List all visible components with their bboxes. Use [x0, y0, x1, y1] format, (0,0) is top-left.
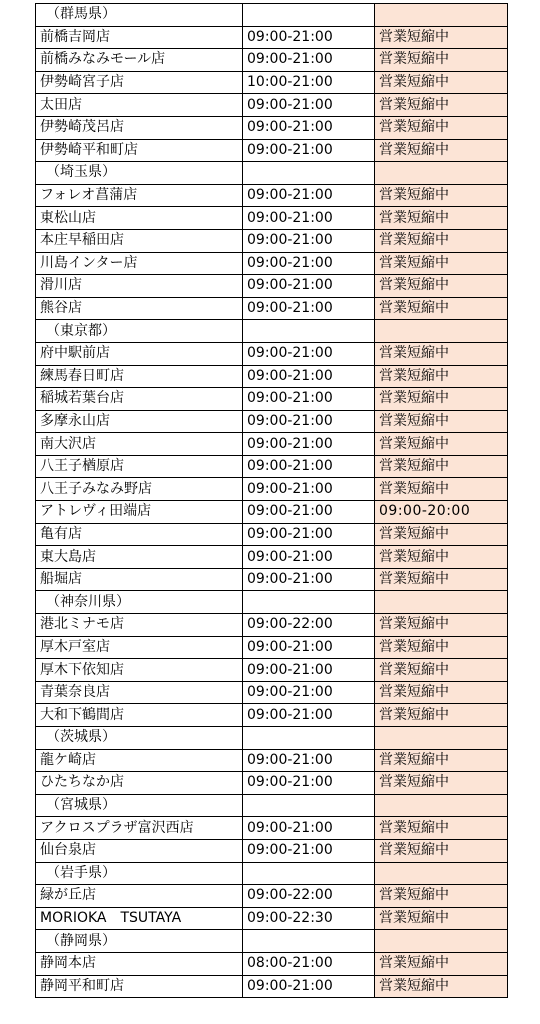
store-name-cell: 龍ケ崎店 [36, 749, 243, 772]
hours-cell: 09:00-21:00 [243, 275, 375, 298]
table-row [36, 94, 508, 117]
status-cell: 営業短縮中 [375, 49, 508, 72]
table-row [36, 71, 508, 94]
region-header-row [36, 930, 508, 953]
table-row [36, 772, 508, 795]
region-header-row [36, 862, 508, 885]
status-cell [375, 727, 508, 750]
status-cell: 営業短縮中 [375, 410, 508, 433]
hours-cell: 09:00-21:00 [243, 26, 375, 49]
status-cell [375, 320, 508, 343]
status-cell: 営業短縮中 [375, 275, 508, 298]
hours-cell: 09:00-21:00 [243, 659, 375, 682]
store-name-cell: 静岡本店 [36, 952, 243, 975]
store-name-cell: 練馬春日町店 [36, 365, 243, 388]
region-header-row [36, 794, 508, 817]
store-name-cell: 厚木下依知店 [36, 659, 243, 682]
table-row [36, 749, 508, 772]
store-name-cell: 船堀店 [36, 568, 243, 591]
table-row [36, 49, 508, 72]
store-name-cell: （群馬県） [36, 4, 243, 27]
hours-cell [243, 727, 375, 750]
store-name-cell: アトレヴィ田端店 [36, 501, 243, 524]
store-name-cell: 太田店 [36, 94, 243, 117]
hours-cell [243, 930, 375, 953]
status-cell: 営業短縮中 [375, 975, 508, 998]
table-row [36, 342, 508, 365]
status-cell [375, 591, 508, 614]
table-row [36, 275, 508, 298]
hours-cell: 09:00-21:00 [243, 704, 375, 727]
hours-cell [243, 862, 375, 885]
status-cell: 営業短縮中 [375, 681, 508, 704]
status-cell: 営業短縮中 [375, 907, 508, 930]
status-cell: 営業短縮中 [375, 139, 508, 162]
status-cell: 営業短縮中 [375, 636, 508, 659]
hours-cell: 09:00-21:00 [243, 568, 375, 591]
store-name-cell: 静岡平和町店 [36, 975, 243, 998]
table-row [36, 410, 508, 433]
store-name-cell: 伊勢崎宮子店 [36, 71, 243, 94]
hours-cell [243, 320, 375, 343]
store-name-cell: MORIOKA TSUTAYA [36, 907, 243, 930]
hours-cell: 09:00-21:00 [243, 229, 375, 252]
store-name-cell: アクロスプラザ富沢西店 [36, 817, 243, 840]
hours-cell: 09:00-21:00 [243, 478, 375, 501]
store-name-cell: 本庄早稲田店 [36, 229, 243, 252]
hours-cell: 09:00-22:00 [243, 614, 375, 637]
status-cell: 営業短縮中 [375, 478, 508, 501]
status-cell: 営業短縮中 [375, 568, 508, 591]
store-name-cell: 東松山店 [36, 207, 243, 230]
hours-cell: 09:00-21:00 [243, 365, 375, 388]
status-cell: 営業短縮中 [375, 614, 508, 637]
status-cell: 営業短縮中 [375, 342, 508, 365]
hours-cell: 09:00-21:00 [243, 455, 375, 478]
status-cell: 営業短縮中 [375, 94, 508, 117]
store-name-cell: 東大島店 [36, 546, 243, 569]
status-cell: 営業短縮中 [375, 71, 508, 94]
status-cell: 営業短縮中 [375, 116, 508, 139]
hours-cell: 09:00-21:00 [243, 94, 375, 117]
table-row [36, 116, 508, 139]
store-name-cell: 稲城若葉台店 [36, 388, 243, 411]
table-row [36, 704, 508, 727]
store-name-cell: 大和下鶴間店 [36, 704, 243, 727]
hours-cell: 09:00-21:00 [243, 139, 375, 162]
store-name-cell: 伊勢崎平和町店 [36, 139, 243, 162]
store-name-cell: 滑川店 [36, 275, 243, 298]
store-name-cell: 南大沢店 [36, 433, 243, 456]
hours-cell: 09:00-21:00 [243, 749, 375, 772]
store-name-cell: 前橋吉岡店 [36, 26, 243, 49]
table-row [36, 207, 508, 230]
store-name-cell: 青葉奈良店 [36, 681, 243, 704]
hours-cell: 09:00-21:00 [243, 207, 375, 230]
hours-cell [243, 4, 375, 27]
status-cell [375, 862, 508, 885]
table-row [36, 817, 508, 840]
status-cell: 営業短縮中 [375, 388, 508, 411]
table-row [36, 952, 508, 975]
store-name-cell: 八王子楢原店 [36, 455, 243, 478]
table-row [36, 636, 508, 659]
table-row [36, 229, 508, 252]
status-cell [375, 162, 508, 185]
region-header-row [36, 162, 508, 185]
hours-cell: 09:00-21:00 [243, 636, 375, 659]
region-header-row [36, 727, 508, 750]
status-cell: 営業短縮中 [375, 952, 508, 975]
hours-cell: 08:00-21:00 [243, 952, 375, 975]
status-cell: 09:00-20:00 [375, 501, 508, 524]
status-cell: 営業短縮中 [375, 546, 508, 569]
table-row [36, 568, 508, 591]
store-name-cell: 八王子みなみ野店 [36, 478, 243, 501]
hours-cell [243, 591, 375, 614]
hours-cell: 09:00-21:00 [243, 410, 375, 433]
table-row [36, 523, 508, 546]
hours-cell: 09:00-21:00 [243, 817, 375, 840]
table-row [36, 388, 508, 411]
status-cell [375, 794, 508, 817]
hours-cell [243, 794, 375, 817]
status-cell: 営業短縮中 [375, 704, 508, 727]
table-row [36, 839, 508, 862]
store-name-cell: （東京都） [36, 320, 243, 343]
table-row [36, 659, 508, 682]
table-row [36, 455, 508, 478]
store-name-cell: 府中駅前店 [36, 342, 243, 365]
table-row [36, 975, 508, 998]
hours-cell: 09:00-21:00 [243, 523, 375, 546]
status-cell [375, 4, 508, 27]
store-name-cell: 川島インター店 [36, 252, 243, 275]
status-cell: 営業短縮中 [375, 229, 508, 252]
hours-cell: 09:00-21:00 [243, 297, 375, 320]
store-name-cell: 仙台泉店 [36, 839, 243, 862]
status-cell: 営業短縮中 [375, 659, 508, 682]
status-cell: 営業短縮中 [375, 297, 508, 320]
store-name-cell: （神奈川県） [36, 591, 243, 614]
table-row [36, 907, 508, 930]
table-row [36, 252, 508, 275]
status-cell: 営業短縮中 [375, 839, 508, 862]
status-cell: 営業短縮中 [375, 817, 508, 840]
table-row [36, 365, 508, 388]
hours-cell: 09:00-21:00 [243, 252, 375, 275]
store-name-cell: 亀有店 [36, 523, 243, 546]
store-name-cell: （宮城県） [36, 794, 243, 817]
status-cell: 営業短縮中 [375, 26, 508, 49]
hours-cell: 09:00-22:00 [243, 885, 375, 908]
hours-cell: 09:00-21:00 [243, 342, 375, 365]
table-row [36, 681, 508, 704]
status-cell: 営業短縮中 [375, 433, 508, 456]
status-cell: 営業短縮中 [375, 184, 508, 207]
store-name-cell: 緑が丘店 [36, 885, 243, 908]
store-name-cell: 熊谷店 [36, 297, 243, 320]
store-name-cell: （埼玉県） [36, 162, 243, 185]
hours-cell [243, 162, 375, 185]
region-header-row [36, 320, 508, 343]
hours-cell: 09:00-21:00 [243, 501, 375, 524]
status-cell: 営業短縮中 [375, 523, 508, 546]
region-header-row [36, 4, 508, 27]
store-hours-body [36, 4, 508, 998]
status-cell: 営業短縮中 [375, 252, 508, 275]
hours-cell: 09:00-22:30 [243, 907, 375, 930]
store-name-cell: 前橋みなみモール店 [36, 49, 243, 72]
region-header-row [36, 591, 508, 614]
hours-cell: 10:00-21:00 [243, 71, 375, 94]
table-row [36, 546, 508, 569]
status-cell: 営業短縮中 [375, 455, 508, 478]
hours-cell: 09:00-21:00 [243, 975, 375, 998]
table-row [36, 297, 508, 320]
status-cell [375, 930, 508, 953]
table-row [36, 501, 508, 524]
store-name-cell: 多摩永山店 [36, 410, 243, 433]
status-cell: 営業短縮中 [375, 885, 508, 908]
table-row [36, 478, 508, 501]
table-row [36, 885, 508, 908]
table-row [36, 433, 508, 456]
store-name-cell: 伊勢崎茂呂店 [36, 116, 243, 139]
hours-cell: 09:00-21:00 [243, 546, 375, 569]
store-name-cell: フォレオ菖蒲店 [36, 184, 243, 207]
store-name-cell: （岩手県） [36, 862, 243, 885]
store-name-cell: （静岡県） [36, 930, 243, 953]
hours-cell: 09:00-21:00 [243, 388, 375, 411]
hours-cell: 09:00-21:00 [243, 433, 375, 456]
store-hours-table [35, 3, 508, 998]
store-name-cell: 港北ミナモ店 [36, 614, 243, 637]
status-cell: 営業短縮中 [375, 772, 508, 795]
status-cell: 営業短縮中 [375, 365, 508, 388]
store-name-cell: （茨城県） [36, 727, 243, 750]
table-row [36, 139, 508, 162]
store-name-cell: ひたちなか店 [36, 772, 243, 795]
table-row [36, 26, 508, 49]
hours-cell: 09:00-21:00 [243, 49, 375, 72]
hours-cell: 09:00-21:00 [243, 839, 375, 862]
status-cell: 営業短縮中 [375, 749, 508, 772]
store-name-cell: 厚木戸室店 [36, 636, 243, 659]
hours-cell: 09:00-21:00 [243, 184, 375, 207]
hours-cell: 09:00-21:00 [243, 772, 375, 795]
table-row [36, 184, 508, 207]
status-cell: 営業短縮中 [375, 207, 508, 230]
hours-cell: 09:00-21:00 [243, 116, 375, 139]
hours-cell: 09:00-21:00 [243, 681, 375, 704]
table-row [36, 614, 508, 637]
